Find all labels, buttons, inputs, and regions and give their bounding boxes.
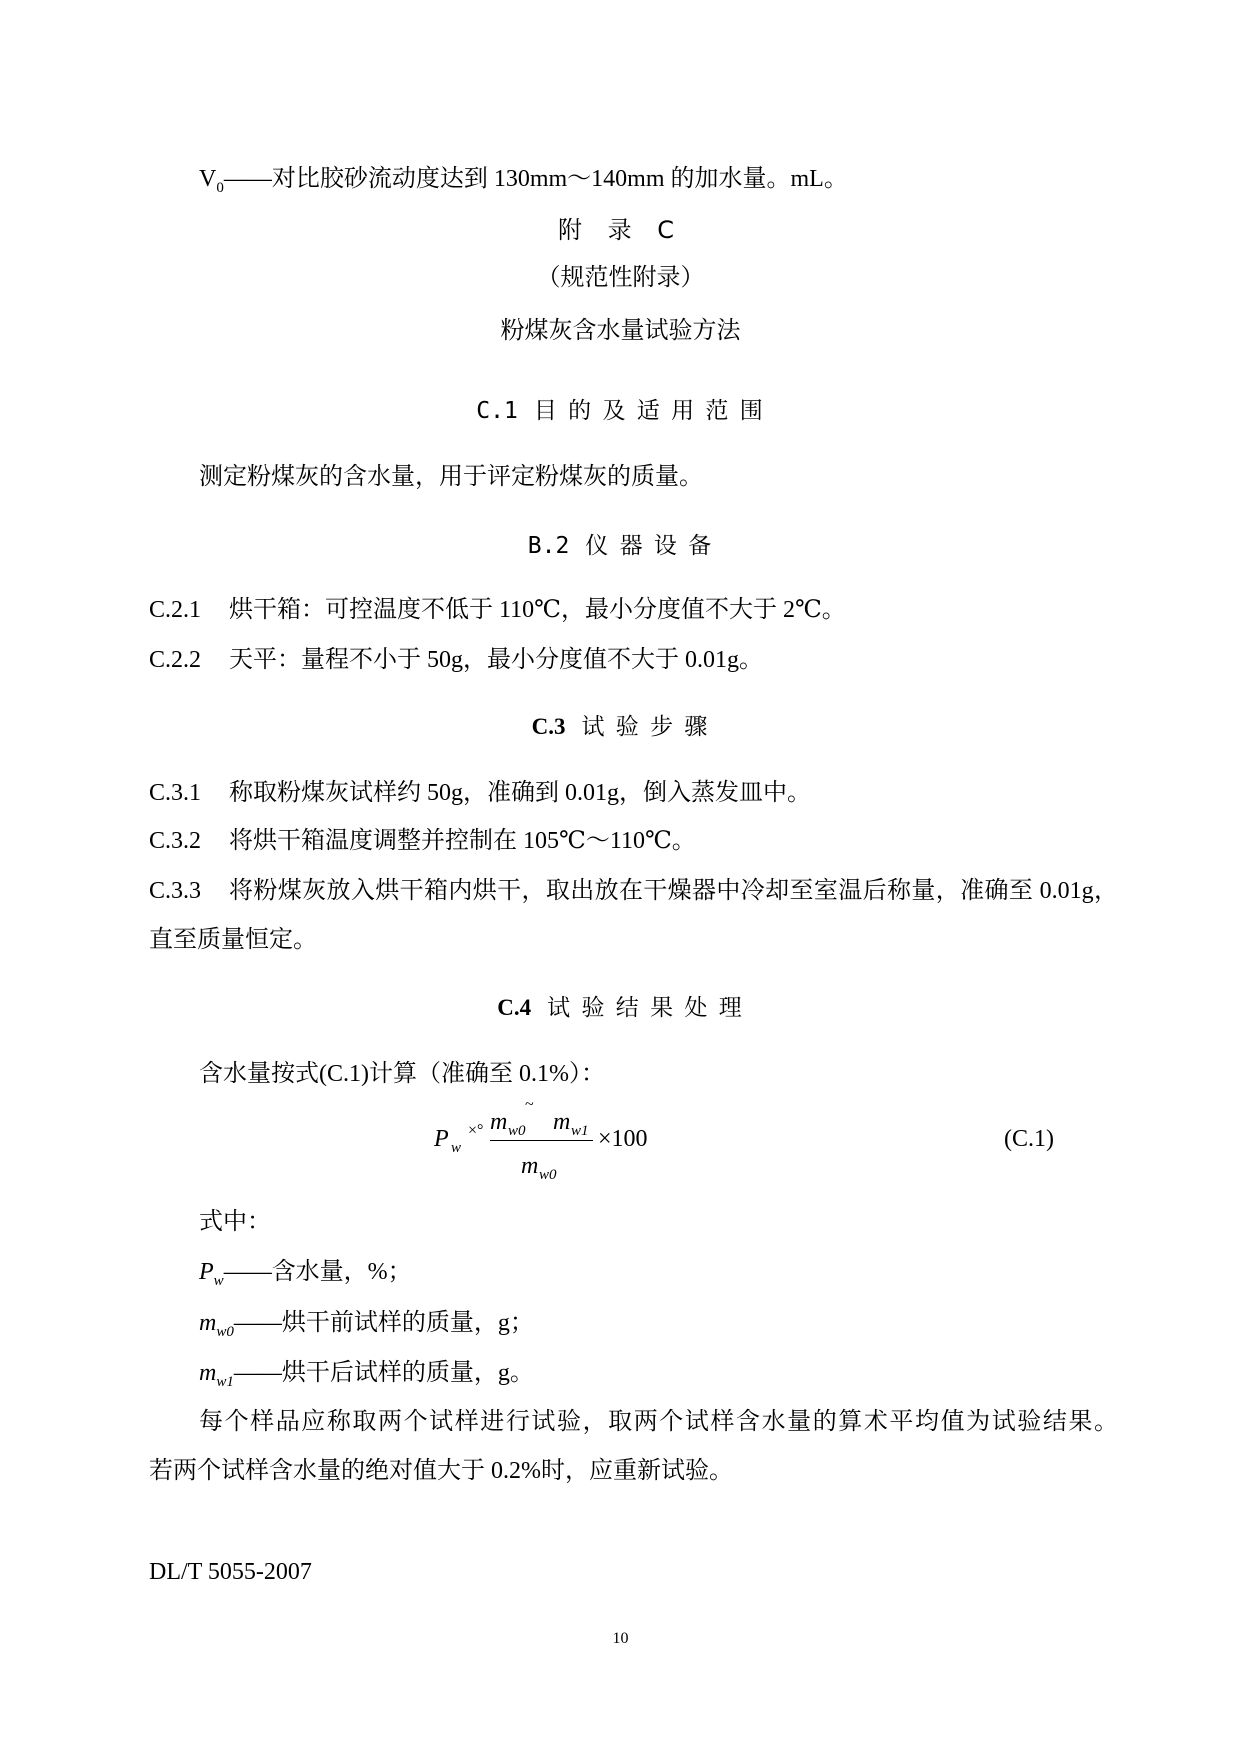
section-number: B.2 <box>527 533 570 559</box>
conclusion-text: 每个样品应称取两个试样进行试验，取两个试样含水量的算术平均值为试验结果。 <box>199 1409 1118 1435</box>
definition-text: ——含水量，%； <box>223 1259 412 1285</box>
definition-var: m <box>199 1310 217 1336</box>
section-number: C.3 <box>531 714 566 739</box>
clause-text: 烘干箱：可控温度不低于 110℃，最小分度值不大于 2℃。 <box>229 597 846 623</box>
formula-lhs-sub: w <box>451 1140 462 1156</box>
section-title: 试 验 步 骤 <box>581 714 710 740</box>
variable-subscript: 0 <box>216 180 224 196</box>
clause-c-2-2 <box>149 646 763 674</box>
section-heading-b2 <box>0 532 1241 560</box>
standard-code: DL/T 5055-2007 <box>149 1559 312 1585</box>
definition-var: m <box>199 1360 217 1386</box>
clause-text: 天平：量程不小于 50g，最小分度值不大于 0.01g。 <box>229 647 763 673</box>
section-number: C.4 <box>497 995 532 1020</box>
appendix-label: 附 录 C <box>557 216 683 244</box>
denominator-sub: w0 <box>539 1167 557 1183</box>
where-label: 式中： <box>199 1209 271 1235</box>
formula-label: (C.1) <box>1004 1126 1054 1152</box>
definition-text: ——烘干后试样的质量，g。 <box>233 1360 534 1386</box>
definition-var: P <box>199 1259 214 1285</box>
denominator-var: m <box>521 1153 539 1179</box>
numerator-sub-a: w0 <box>508 1123 526 1139</box>
definition-sub: w <box>213 1273 224 1289</box>
definition-sub: w1 <box>216 1374 234 1390</box>
definition-mw1 <box>199 1359 534 1390</box>
formula-lhs-var: P <box>434 1126 449 1152</box>
appendix-type: （规范性附录） <box>536 263 705 291</box>
definition-pw <box>199 1258 412 1289</box>
formula-intro: 含水量按式(C.1)计算（准确至 0.1%）： <box>199 1061 605 1087</box>
formula-operator: ×° <box>468 1122 484 1139</box>
appendix-title: 粉煤灰含水量试验方法 <box>500 316 741 344</box>
page-number: 10 <box>612 1630 629 1647</box>
clause-number: C.3.1 <box>149 780 202 806</box>
numerator-var-b: m <box>553 1109 571 1135</box>
variable-description: ——对比胶砂流动度达到 130mm～140mm 的加水量。mL。 <box>223 166 848 192</box>
definition-mw0 <box>199 1309 534 1340</box>
clause-text-line-2: 直至质量恒定。 <box>149 927 317 953</box>
fraction-bar <box>490 1140 593 1141</box>
numerator-operator: ~ <box>525 1096 534 1113</box>
clause-number: C.2.2 <box>149 647 202 673</box>
section-heading-c4 <box>0 994 1241 1022</box>
clause-c-2-1 <box>149 596 846 624</box>
formula-c1 <box>0 1096 1241 1183</box>
section-heading-c3 <box>0 713 1241 741</box>
section-title: 试 验 结 果 处 理 <box>547 995 744 1021</box>
clause-c-3-1 <box>149 779 811 807</box>
clause-number: C.3.2 <box>149 828 202 854</box>
clause-c-3-3 <box>149 877 1118 905</box>
variable-definition-v0 <box>199 165 848 196</box>
conclusion-line-1 <box>199 1408 1118 1436</box>
clause-c-3-2 <box>149 827 696 855</box>
definition-sub: w0 <box>216 1324 234 1340</box>
section-number: C.1 <box>476 398 518 424</box>
formula-factor: ×100 <box>598 1126 648 1152</box>
section-title: 仪 器 设 备 <box>585 533 714 559</box>
conclusion-line-2: 若两个试样含水量的绝对值大于 0.2%时，应重新试验。 <box>149 1458 733 1484</box>
numerator-var-a: m <box>490 1109 508 1135</box>
section-heading-c1 <box>0 397 1241 425</box>
clause-number: C.3.3 <box>149 878 202 904</box>
clause-text-line-1: 将粉煤灰放入烘干箱内烘干，取出放在干燥器中冷却至室温后称量，准确至 0.01g， <box>229 878 1118 904</box>
section-paragraph: 测定粉煤灰的含水量，用于评定粉煤灰的质量。 <box>199 464 703 490</box>
section-title: 目 的 及 适 用 范 围 <box>533 398 765 424</box>
clause-text: 将烘干箱温度调整并控制在 105℃～110℃。 <box>229 828 696 854</box>
definition-text: ——烘干前试样的质量，g； <box>233 1310 534 1336</box>
variable-symbol: V <box>199 166 217 192</box>
clause-text: 称取粉煤灰试样约 50g，准确到 0.01g，倒入蒸发皿中。 <box>229 780 811 806</box>
clause-number: C.2.1 <box>149 597 202 623</box>
numerator-sub-b: w1 <box>571 1123 589 1139</box>
